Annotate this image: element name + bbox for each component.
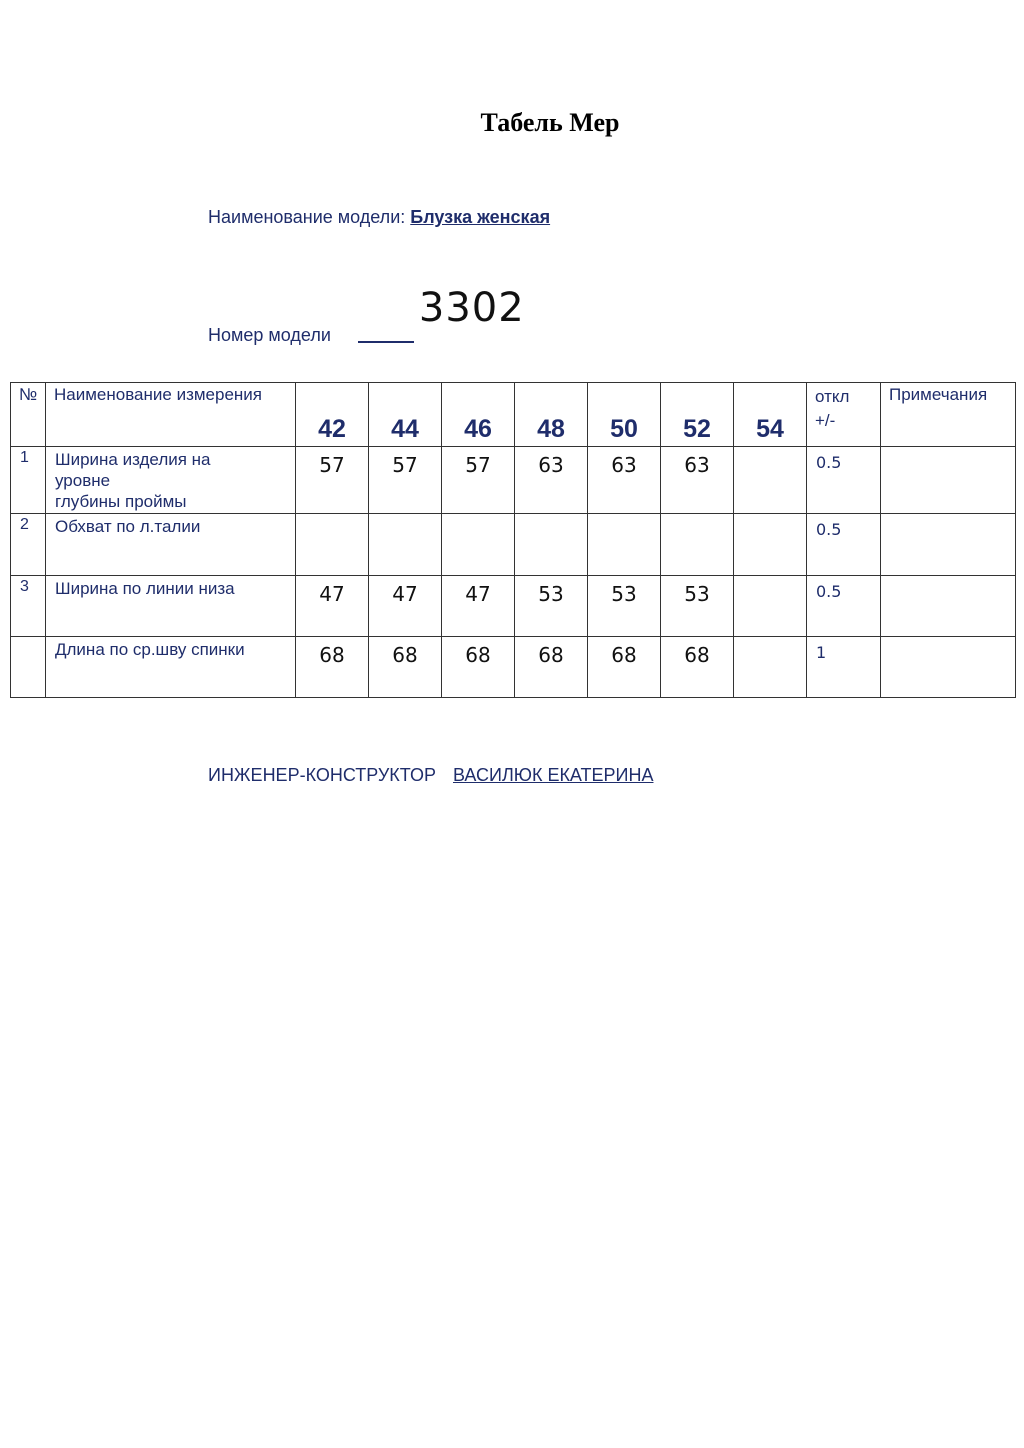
row-name <box>46 576 296 637</box>
row-name-line: глубины проймы <box>55 492 187 511</box>
table-row <box>11 637 1016 698</box>
measurements-table <box>10 382 1016 698</box>
header-index: № <box>11 383 46 447</box>
header-name: Наименование измерения <box>46 383 296 447</box>
row-tolerance: 1 <box>807 637 881 698</box>
model-name-field <box>208 207 550 228</box>
table-row <box>11 576 1016 637</box>
row-name <box>46 514 296 576</box>
row-value: 57 <box>369 447 442 514</box>
header-size <box>515 383 588 447</box>
header-size <box>661 383 734 447</box>
row-name-line: Длина по ср.шву спинки <box>55 640 245 659</box>
row-value: 68 <box>661 637 734 698</box>
row-note <box>881 514 1016 576</box>
header-size <box>296 383 369 447</box>
row-value <box>734 637 807 698</box>
header-size <box>588 383 661 447</box>
row-name <box>46 447 296 514</box>
row-name-line: Обхват по л.талии <box>55 517 201 536</box>
size-label: 44 <box>391 415 419 443</box>
row-value: 63 <box>661 447 734 514</box>
row-value <box>734 447 807 514</box>
row-value: 47 <box>296 576 369 637</box>
model-name-label: Наименование модели: <box>208 207 406 227</box>
row-note <box>881 447 1016 514</box>
row-note <box>881 637 1016 698</box>
row-name-line: Ширина изделия на <box>55 450 211 469</box>
row-tolerance: 0.5 <box>807 447 881 514</box>
table-row <box>11 447 1016 514</box>
row-value: 63 <box>515 447 588 514</box>
header-row <box>11 383 1016 447</box>
row-value: 53 <box>661 576 734 637</box>
engineer-name: ВАСИЛЮК ЕКАТЕРИНА <box>453 765 654 785</box>
row-tolerance: 0.5 <box>807 576 881 637</box>
row-name-line: уровне <box>55 471 111 490</box>
model-number-value: 3302 <box>418 285 525 331</box>
engineer-role: ИНЖЕНЕР-КОНСТРУКТОР <box>208 765 436 785</box>
row-value: 68 <box>369 637 442 698</box>
model-number-underline <box>358 341 414 343</box>
row-value <box>661 514 734 576</box>
row-value: 68 <box>442 637 515 698</box>
row-value: 63 <box>588 447 661 514</box>
row-name <box>46 637 296 698</box>
row-value <box>369 514 442 576</box>
row-value: 53 <box>515 576 588 637</box>
header-size <box>442 383 515 447</box>
model-number-label: Номер модели <box>208 325 331 345</box>
model-number-field <box>208 285 525 345</box>
row-value: 68 <box>296 637 369 698</box>
row-tolerance: 0.5 <box>807 514 881 576</box>
row-value: 47 <box>369 576 442 637</box>
row-value: 68 <box>515 637 588 698</box>
row-value: 57 <box>296 447 369 514</box>
size-label: 48 <box>537 415 565 443</box>
row-value: 47 <box>442 576 515 637</box>
header-notes: Примечания <box>881 383 1016 447</box>
row-value: 57 <box>442 447 515 514</box>
engineer-signature <box>208 765 653 786</box>
size-label: 54 <box>756 415 784 443</box>
table-row <box>11 514 1016 576</box>
header-tolerance: откл +/- <box>807 383 881 447</box>
row-value <box>734 576 807 637</box>
row-index: 1 <box>11 447 46 514</box>
row-value <box>734 514 807 576</box>
row-index <box>11 637 46 698</box>
row-note <box>881 576 1016 637</box>
row-index: 3 <box>11 576 46 637</box>
model-name-value: Блузка женская <box>410 207 551 227</box>
row-value: 53 <box>588 576 661 637</box>
row-value <box>442 514 515 576</box>
header-size <box>369 383 442 447</box>
row-value <box>515 514 588 576</box>
size-label: 50 <box>610 415 638 443</box>
header-size <box>734 383 807 447</box>
row-index: 2 <box>11 514 46 576</box>
row-name-line: Ширина по линии низа <box>55 579 235 598</box>
size-label: 52 <box>683 415 711 443</box>
page-title: Табель Мер <box>480 108 620 137</box>
row-value <box>296 514 369 576</box>
row-value: 68 <box>588 637 661 698</box>
size-label: 46 <box>464 415 492 443</box>
row-value <box>588 514 661 576</box>
size-label: 42 <box>318 415 346 443</box>
